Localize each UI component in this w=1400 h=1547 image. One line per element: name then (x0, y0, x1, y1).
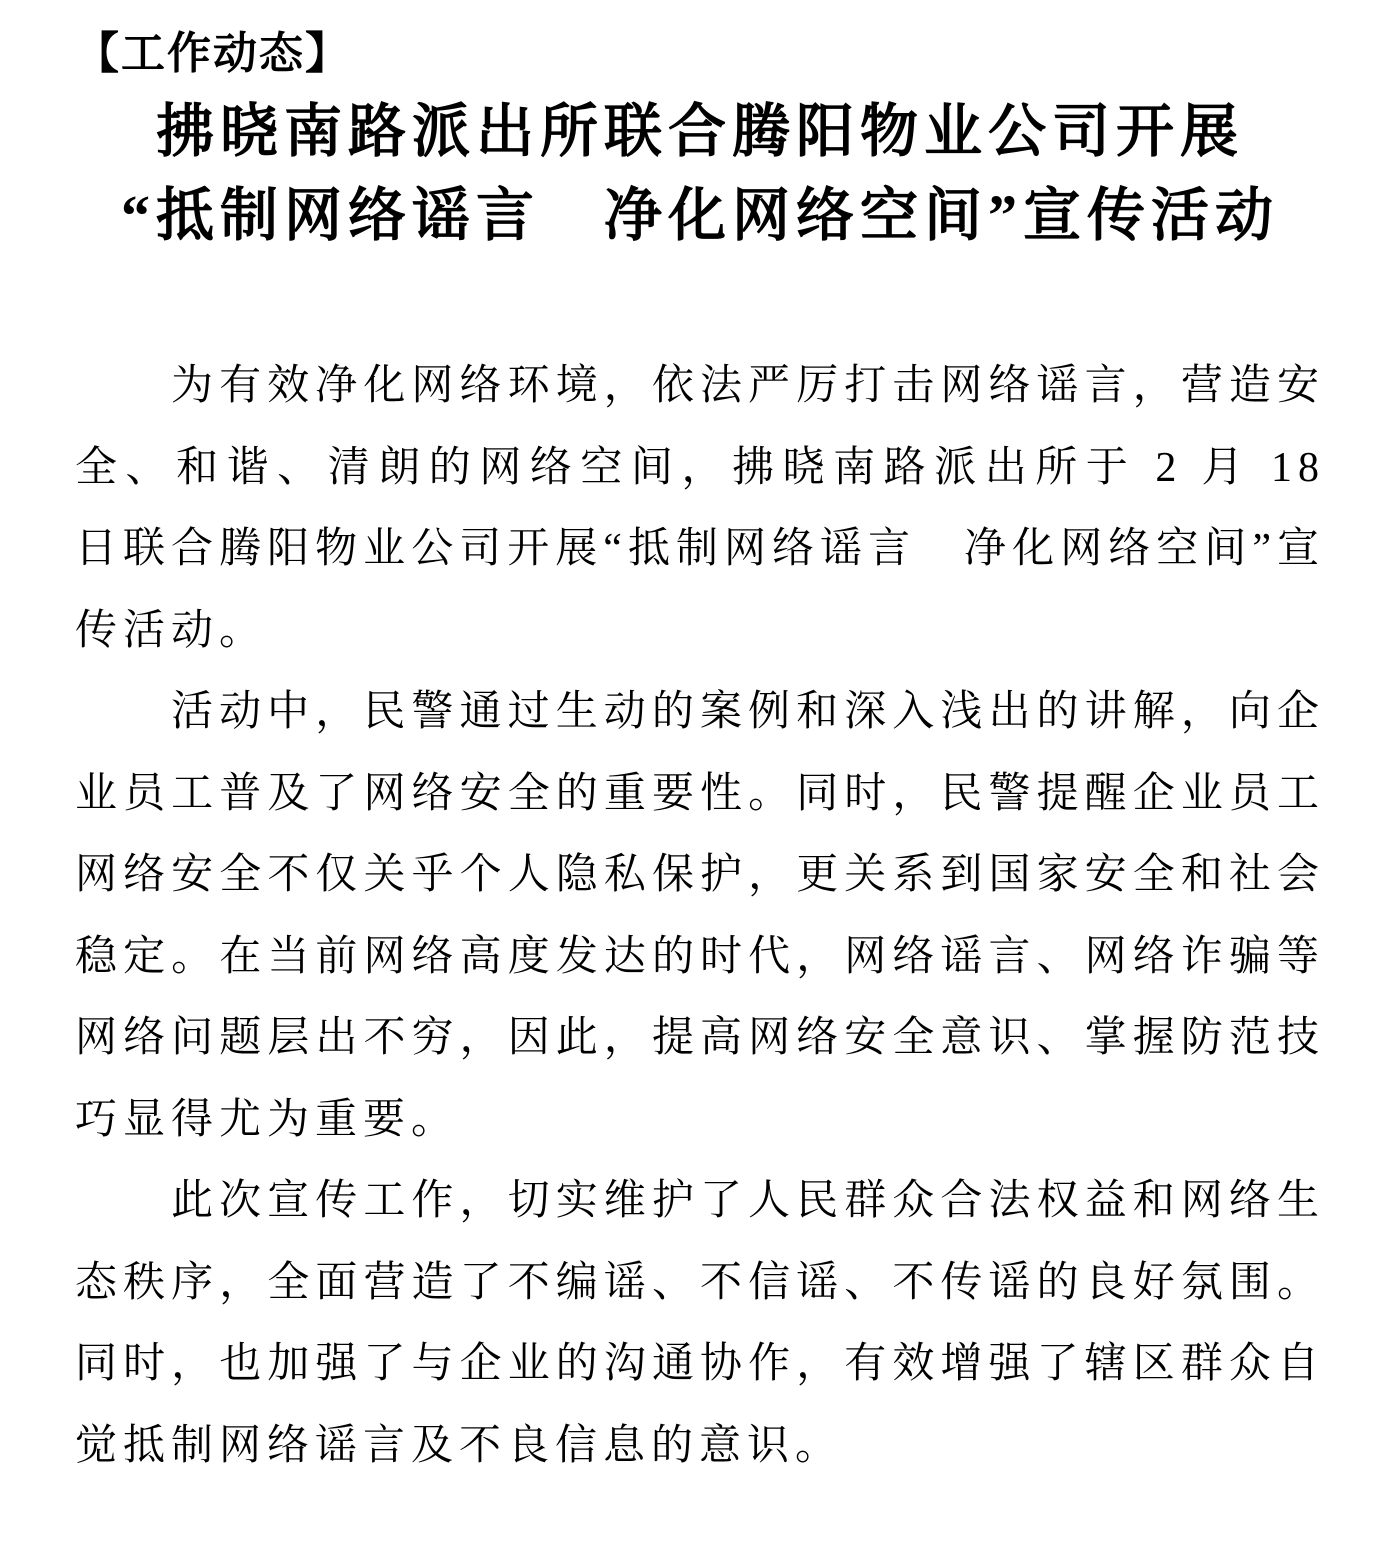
body-paragraph-2: 活动中，民警通过生动的案例和深入浅出的讲解，向企业员工普及了网络安全的重要性。同时，民警提醒企业员工网络安全不仅关乎个人隐私保护，更关系到国家安全和社会稳定。在当前网络高度发达的时代，网络谣言、网络诈骗等网络问题层出不穷，因此，提高网络安全意识、掌握防范技巧显得尤为重要。 (75, 689, 1325, 1143)
document-body (75, 346, 1325, 1487)
body-paragraph-3: 此次宣传工作，切实维护了人民群众合法权益和网络生态秩序，全面营造了不编谣、不信谣、不传谣的良好氛围。同时，也加强了与企业的沟通协作，有效增强了辖区群众自觉抵制网络谣言及不良信息的意识。 (75, 1178, 1325, 1469)
body-paragraph-1: 为有效净化网络环境，依法严厉打击网络谣言，营造安全、和谐、清朗的网络空间，拂晓南路派出所于 2 月 18 日联合腾阳物业公司开展“抵制网络谣言 净化网络空间”宣传活动。 (75, 363, 1325, 654)
document-title-line-2: “抵制网络谣言 净化网络空间”宣传活动 (120, 183, 1279, 248)
document-title-line-1: 拂晓南路派出所联合腾阳物业公司开展 (155, 99, 1244, 164)
section-tag: 【工作动态】 (75, 29, 351, 78)
document-title (75, 90, 1325, 258)
